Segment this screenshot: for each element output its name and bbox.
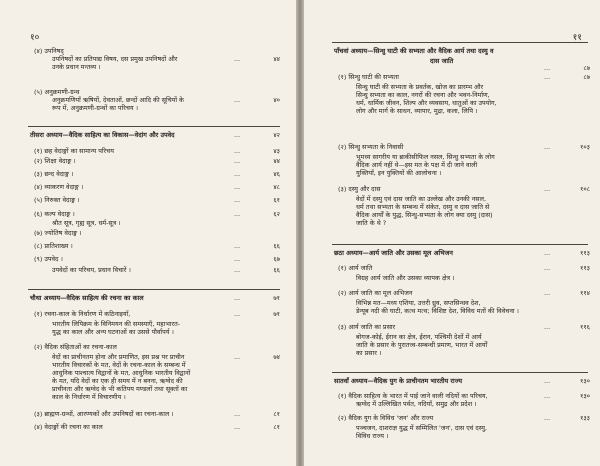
toc-entry: (४) व्याकरण वेदाङ्ग । [34,183,84,191]
toc-entry: (८) प्रातिशाख्य । [34,242,73,250]
toc-entry: (३) छन्द वेदाङ्ग । [34,170,74,178]
toc-entry: जाति के थे ? [356,219,387,227]
chapter-heading: चौथा अध्याय—वैदिक साहित्य की रचना का काल [30,294,144,302]
toc-entry: उपनिषदों का प्रतिपाद्य विषय, दस प्रमुख उपनिषदों और [52,55,178,63]
toc-entry: सिन्धु सभ्यता का काल, नगरों की रचना और भवन-निर्माण, [356,91,490,99]
divider [332,372,588,373]
toc-entry: भारतीय विचारकों के मत, वेदों के रचना-काल के सम्बन्ध में [52,361,186,369]
leader-dots: ... [544,392,551,400]
toc-entry: अनुक्रमणियाँ ऋषियों, देवताओं, छन्दों आदि की सूचियों के [52,96,184,104]
toc-entry: (२) शिक्षा वेदाङ्ग । [34,157,76,165]
toc-entry: (३) दस्यु और दास [338,185,381,193]
divider [28,126,280,127]
toc-entry: जाति के प्रसार के पुरातत्त्व-सम्बन्धी प्रमाण, भारत में आर्यों [356,341,488,349]
toc-entry: लोग और मार्ग के साधन, व्यापार, मुद्रा, कला, लिपि । [356,107,478,115]
leader-dots: ... [234,96,241,104]
leader-dots: ... [544,64,551,72]
page-ref: ६२ [273,210,280,218]
page-ref: ७१ [273,310,280,318]
toc-entry: युद्ध का काल और अन्य घटनाओं का उससे पौर्वापर्य । [52,328,174,336]
left-page [0,0,296,466]
leader-dots: ... [234,210,241,218]
chapter-heading: तीसरा अध्याय—वैदिक साहित्य का विकास—वेदांग और उपवेद [30,131,175,139]
toc-entry: विविध राज्य । [356,432,389,440]
page-number: १० [30,33,40,43]
leader-dots: ... [234,255,241,263]
toc-entry: (६) कल्प वेदाङ्ग । [34,210,75,218]
toc-entry: वेदों का प्राचीनतम होना और प्रमाणित, इस प्रश्न पर प्राचीन [52,353,185,361]
leader-dots: ... [234,410,241,418]
leader-dots: ... [544,249,551,257]
toc-entry: प्राचीनता और ऋग्वेद के भी कतिपय मण्डलों तथा सूक्तों का [52,385,188,393]
leader-dots: ... [234,310,241,318]
page-ref: ११६ [580,323,590,331]
leader-dots: ... [234,170,241,178]
toc-entry: विभिन्न मत—मध्य एशिया, उत्तरी ध्रुव, सप्तसिन्धव देश, [356,299,481,307]
right-page [304,0,600,466]
toc-entry: धर्म तथा सभ्यता के सम्बन्ध में संकेत, दस्यु व दास जाति से [356,203,490,211]
leader-dots: ... [234,294,241,302]
page-ref: ६१ [273,196,280,204]
page-ref: ११३ [580,249,590,257]
toc-entry: (२) वैदिक संहिताओं का रचना-काल [34,343,117,351]
toc-entry: आधुनिक पाश्चात्य विद्वानों के मत, आधुनिक भारतीय विद्वानों [52,369,191,377]
toc-entry: (३) आर्य जाति का प्रसार [338,323,396,331]
leader-dots: ... [234,183,241,191]
toc-entry: का प्रसार । [356,349,382,357]
toc-entry: (२) वैदिक युग के विविध 'जन' और राज्य [338,414,434,422]
leader-dots: ... [544,289,551,297]
toc-entry: (३) ब्राह्मण-ग्रन्थों, आरण्यकों और उपनिषदों का रचना-काल । [34,410,174,418]
leader-dots: ... [234,242,241,250]
page-ref: ४३ [273,147,280,155]
toc-entry: धर्म, धार्मिक जीवन, शिल्प और व्यवसाय, धातुओं का उपयोग, [356,99,497,107]
toc-entry: काल के निर्धारण में विचारणीय । [52,393,126,401]
page-ref: ४४ [273,55,280,63]
page-ref: ४६ [273,170,280,178]
leader-dots: ... [234,196,241,204]
page-ref: ४४ [273,157,280,165]
page-ref: ७१ [273,294,280,302]
page-ref: १३० [580,377,590,385]
toc-entry: (१) सिन्धु घाटी की सभ्यता [338,73,399,81]
toc-entry: (७) ज्योतिष वेदाङ्ग । [34,229,82,237]
page-ref: ८७ [583,73,590,81]
toc-entry: (१) आर्य जाति [338,264,373,272]
page-ref: ६६ [273,266,280,274]
leader-dots: ... [544,414,551,422]
page-ref: ८१ [273,410,280,418]
page-ref: ७४ [273,353,280,361]
toc-entry: विग्रह आर्य जाति और उसका व्यापक क्षेत्र । [356,274,455,282]
leader-dots: ... [234,157,241,165]
toc-entry: पञ्चजन, दाशराज्ञ युद्ध में सम्मिलित 'जन', दास एवं दस्यु, [356,424,488,432]
toc-entry: वैदिक आर्यों के युद्ध, सिन्धु-सभ्यता के लोग क्या दस्यु (दास) [356,211,493,219]
chapter-heading: सातवाँ अध्याय—वैदिक युग के प्राचीनतम भारतीय राज्य [334,377,463,385]
leader-dots: ... [544,323,551,331]
leader-dots: ... [234,266,241,274]
toc-entry: (५) अनुक्रमणी-ग्रन्थ [34,88,80,96]
toc-entry: (४) वेदाङ्गों की रचना का काल [34,423,103,431]
toc-entry: बोगज-कोई, ईरान का क्षेत्र, ईरान, पश्चिमी देशों में आर्य [356,333,482,341]
divider [28,289,280,290]
leader-dots: ... [544,264,551,272]
toc-entry: रूप में, अनुक्रमणी-ग्रन्थों का परिचय । [52,104,139,112]
chapter-heading: छठा अध्याय—आर्य जाति और उसका मूल अभिजन [334,249,453,257]
chapter-heading: दास जाति [430,57,454,65]
leader-dots: ... [544,73,551,81]
divider [332,244,588,245]
toc-entry: भूमध्य सागरीय या ब्राकीसीफिल नसल, सिन्धु सभ्यता के लोग [356,153,495,161]
toc-entry: श्रौत सूत्र, गृह्य सूत्र, धर्म-सूत्र । [52,219,121,227]
toc-entry: सिन्धु घाटी की सभ्यता के प्रवर्तक, खोज का प्रारम्भ और [356,83,484,91]
toc-entry: (४) उपनिषद् [34,47,64,55]
toc-entry: वैदिक आर्य नहीं थे—इस मत के पक्ष में दी जाने वाली [356,161,478,169]
toc-entry: (१) वैदिक साहित्य के भारत में पाई जाने वाली नदियों का परिचय, [338,392,488,400]
toc-entry: उपवेदों का परिचय, प्रधान विचारें । [52,266,131,274]
page-ref: ११४ [580,289,590,297]
toc-entry: (१) रचना-काल के निर्धारण में कठिनाइयाँ, [34,310,131,318]
toc-entry: डेन्यूब नदी की घाटी, कत्थ मत्थ; विशिष्ट देश, विविध मतों की विवेचना । [356,307,519,315]
toc-entry: भारतीय लिपिक्रम के विनिमयन की समस्याएँ, महाभारत- [52,320,181,328]
page-ref: ४० [273,96,280,104]
page-ref: ४२ [273,131,280,139]
toc-entry: ऋग्वेद में उल्लिखित पर्वत, नदियाँ, समुद्र और प्रदेश । [356,400,477,408]
leader-dots: ... [234,147,241,155]
toc-entry: युक्तियाँ, इन युक्तियों की आलोचना । [356,169,442,177]
toc-entry: के मत, यदि वेदों का एक ही समय में न बनना, ऋग्वेद की [52,377,183,385]
book-gutter [296,0,304,466]
page-ref: ४८ [273,183,280,191]
leader-dots: ... [234,131,241,139]
page-ref: ८७ [583,64,590,72]
toc-entry: (२) सिन्धु सभ्यता के निवासी [338,143,404,151]
page-ref: १०३ [580,143,590,151]
page-number: ११ [572,33,582,43]
page-ref: ११३ [580,264,590,272]
leader-dots: ... [234,55,241,63]
leader-dots: ... [544,143,551,151]
page-ref: ८१ [273,423,280,431]
page-ref: १०८ [580,185,590,193]
toc-entry: (९) उपवेद । [34,255,63,263]
leader-dots: ... [234,353,241,361]
page-ref: १३३ [580,414,590,422]
toc-entry: (१) छह वेदाङ्गों का सामान्य परिचय [34,147,114,155]
page-ref: १३० [580,392,590,400]
page-ref: ६६ [273,242,280,250]
toc-entry: (५) निरुक्त वेदाङ्ग । [34,196,80,204]
leader-dots: ... [544,185,551,193]
leader-dots: ... [234,423,241,431]
toc-entry: वेदों में दस्यु एवं दास जाति का उल्लेख और उनकी नसल, [356,195,486,203]
toc-entry: (२) आर्य जाति का मूल अभिजन [338,289,413,297]
chapter-heading: पाँचवां अध्याय—सिन्धु घाटी की सभ्यता और वैदिक आर्य तथा दस्यु व [334,47,494,55]
divider [332,42,588,43]
page-ref: ६७ [273,255,280,263]
toc-entry: उनके प्रधान मन्तव्य । [52,63,101,71]
leader-dots: ... [544,377,551,385]
